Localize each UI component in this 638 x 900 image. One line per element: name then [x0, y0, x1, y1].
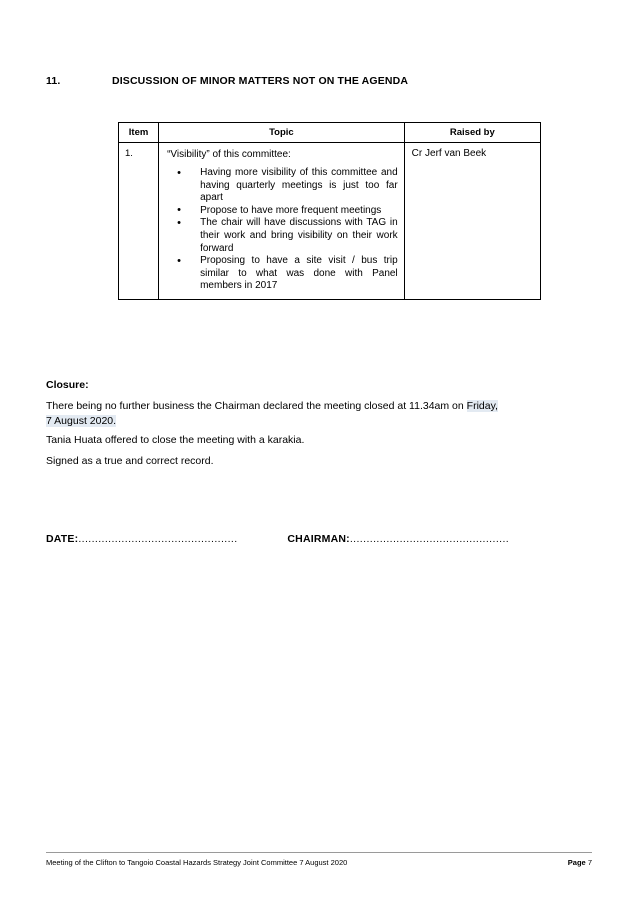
chairman-signature-group — [287, 533, 509, 545]
date-signature-group — [46, 533, 238, 545]
closure-paragraph-3: Signed as a true and correct record. — [46, 455, 214, 467]
closure-paragraph-1-text: There being no further business the Chairman declared the meeting closed at 11.34am on — [46, 400, 467, 412]
chairman-label: CHAIRMAN: — [287, 533, 350, 545]
date-fill-line: ................................................ — [78, 533, 238, 545]
footer-page-word: Page — [567, 858, 586, 867]
section-number: 11. — [46, 75, 61, 87]
minor-matters-table — [118, 122, 541, 300]
cell-raised-by: Cr Jerf van Beek — [404, 143, 540, 300]
closure-paragraph-1 — [46, 399, 562, 429]
topic-lead-text: “Visibility” of this committee: — [167, 149, 291, 160]
cell-topic — [159, 143, 405, 300]
signature-row — [46, 533, 566, 545]
column-header-item: Item — [119, 123, 159, 143]
list-item: • Having more visibility of this committee and having quarterly meetings is just too far apart — [167, 167, 398, 205]
list-item: • The chair will have discussions with TAG in their work and bring visibility on their work forward — [167, 217, 398, 255]
list-item: • Proposing to have a site visit / bus trip similar to what was done with Panel members in 2017 — [167, 255, 398, 293]
date-label: DATE: — [46, 533, 79, 545]
footer-page-indicator — [568, 858, 592, 867]
closure-paragraph-2: Tania Huata offered to close the meeting with a karakia. — [46, 434, 305, 446]
table-row — [119, 143, 541, 300]
section-heading — [46, 75, 586, 87]
column-header-raised-by: Raised by — [404, 123, 540, 143]
column-header-topic: Topic — [159, 123, 405, 143]
footer-meeting-title: Meeting of the Clifton to Tangoio Coastal Hazards Strategy Joint Committee 7 August 2020 — [46, 858, 348, 867]
list-item: • Propose to have more frequent meetings — [167, 205, 398, 218]
highlighted-date-part-1: Friday, — [466, 400, 498, 412]
chairman-fill-line: ................................................ — [349, 533, 510, 545]
topic-bullet-list — [167, 167, 398, 293]
footer-page-number: 7 — [587, 858, 592, 867]
closure-heading: Closure: — [46, 379, 89, 391]
page-footer — [46, 852, 592, 867]
section-title: DISCUSSION OF MINOR MATTERS NOT ON THE AGENDA — [112, 75, 409, 87]
cell-item-number: 1. — [119, 143, 159, 300]
highlighted-date-part-2: 7 August 2020. — [46, 415, 117, 427]
table-header-row — [119, 123, 541, 143]
